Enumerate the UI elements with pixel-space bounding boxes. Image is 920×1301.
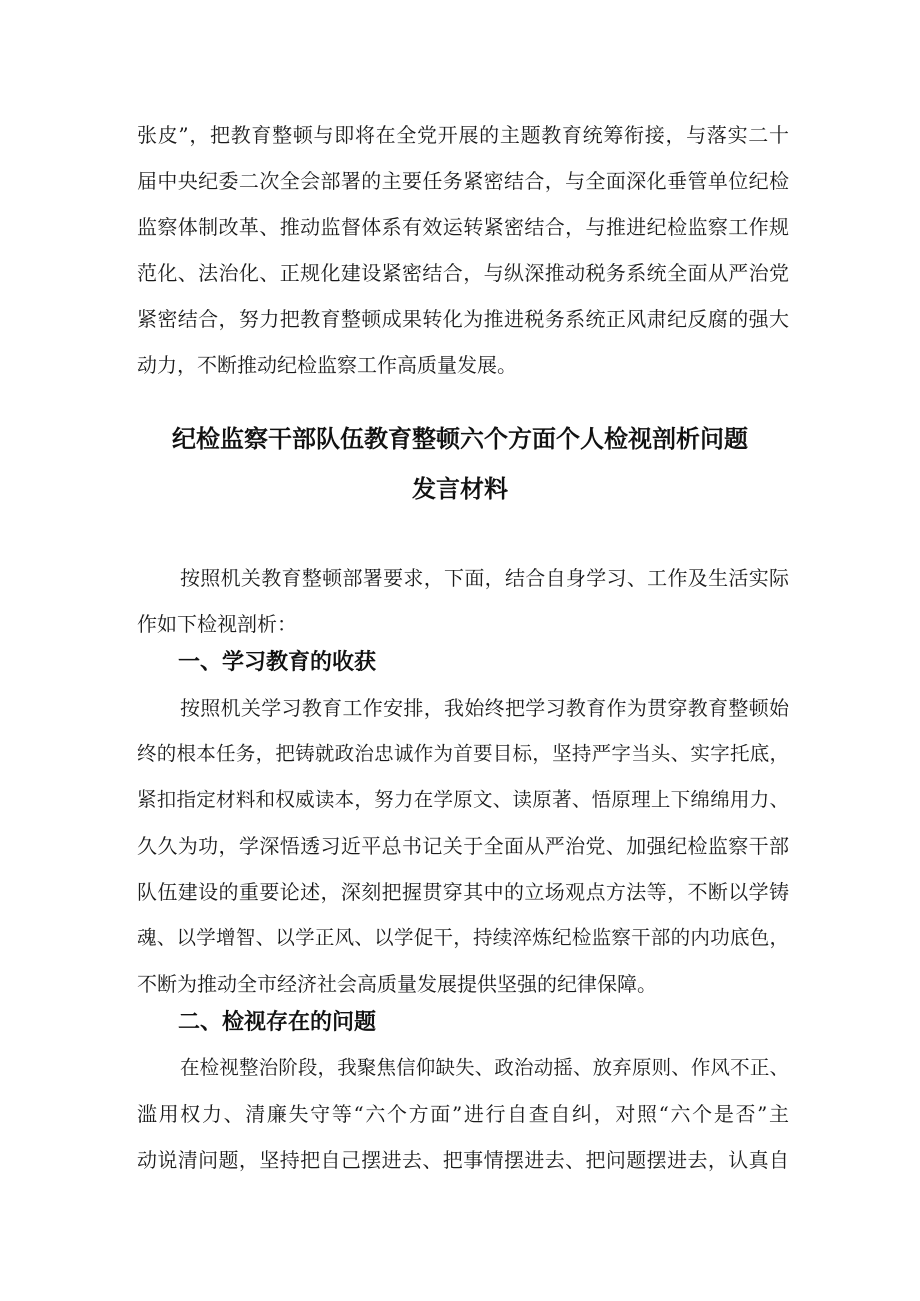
section2-line-3: 动说清问题，坚持把自己摆进去、把事情摆进去、把问题摆进去，认真自 [137,1148,789,1172]
intro-line-3: 监察体制改革、推动监督体系有效运转紧密结合，与推进纪检监察工作规 [137,215,789,239]
section2-line-1: 在检视整治阶段，我聚焦信仰缺失、政治动摇、放弃原则、作风不正、 [180,1056,789,1079]
section1-heading: 一、学习教育的收获 [178,650,377,675]
opening-line-2: 作如下检视剖析： [137,612,297,636]
opening-line-1: 按照机关教育整顿部署要求，下面，结合自身学习、工作及生活实际 [180,566,789,590]
document-title-line-2: 发言材料 [412,475,508,503]
intro-line-5: 紧密结合，努力把教育整顿成果转化为推进税务系统正风肃纪反腐的强大 [137,307,789,331]
section1-line-1: 按照机关学习教育工作安排，我始终把学习教育作为贯穿教育整顿始 [180,696,789,720]
section2-heading: 二、检视存在的问题 [178,1010,377,1035]
section1-line-4: 久久为功，学深悟透习近平总书记关于全面从严治党、加强纪检监察干部 [137,834,789,858]
section2-line-2: 滥用权力、清廉失守等“六个方面”进行自查自纠，对照“六个是否”主 [137,1102,789,1126]
section1-line-2: 终的根本任务，把铸就政治忠诚作为首要目标，坚持严字当头、实字托底， [137,742,789,765]
intro-line-6: 动力，不断推动纪检监察工作高质量发展。 [137,353,517,377]
intro-line-4: 范化、法治化、正规化建设紧密结合，与纵深推动税务系统全面从严治党 [137,261,789,285]
section1-line-5: 队伍建设的重要论述，深刻把握贯穿其中的立场观点方法等，不断以学铸 [137,880,789,904]
intro-line-1: 张皮”，把教育整顿与即将在全党开展的主题教育统筹衔接，与落实二十 [137,123,789,147]
section1-line-6: 魂、以学增智、以学正风、以学促干，持续淬炼纪检监察干部的内功底色， [137,926,789,949]
section1-line-7: 不断为推动全市经济社会高质量发展提供坚强的纪律保障。 [137,972,657,996]
document-title-line-1: 纪检监察干部队伍教育整顿六个方面个人检视剖析问题 [172,425,748,453]
intro-line-2: 届中央纪委二次全会部署的主要任务紧密结合，与全面深化垂管单位纪检 [137,169,789,193]
section1-line-3: 紧扣指定材料和权威读本，努力在学原文、读原著、悟原理上下绵绵用力、 [137,788,789,811]
